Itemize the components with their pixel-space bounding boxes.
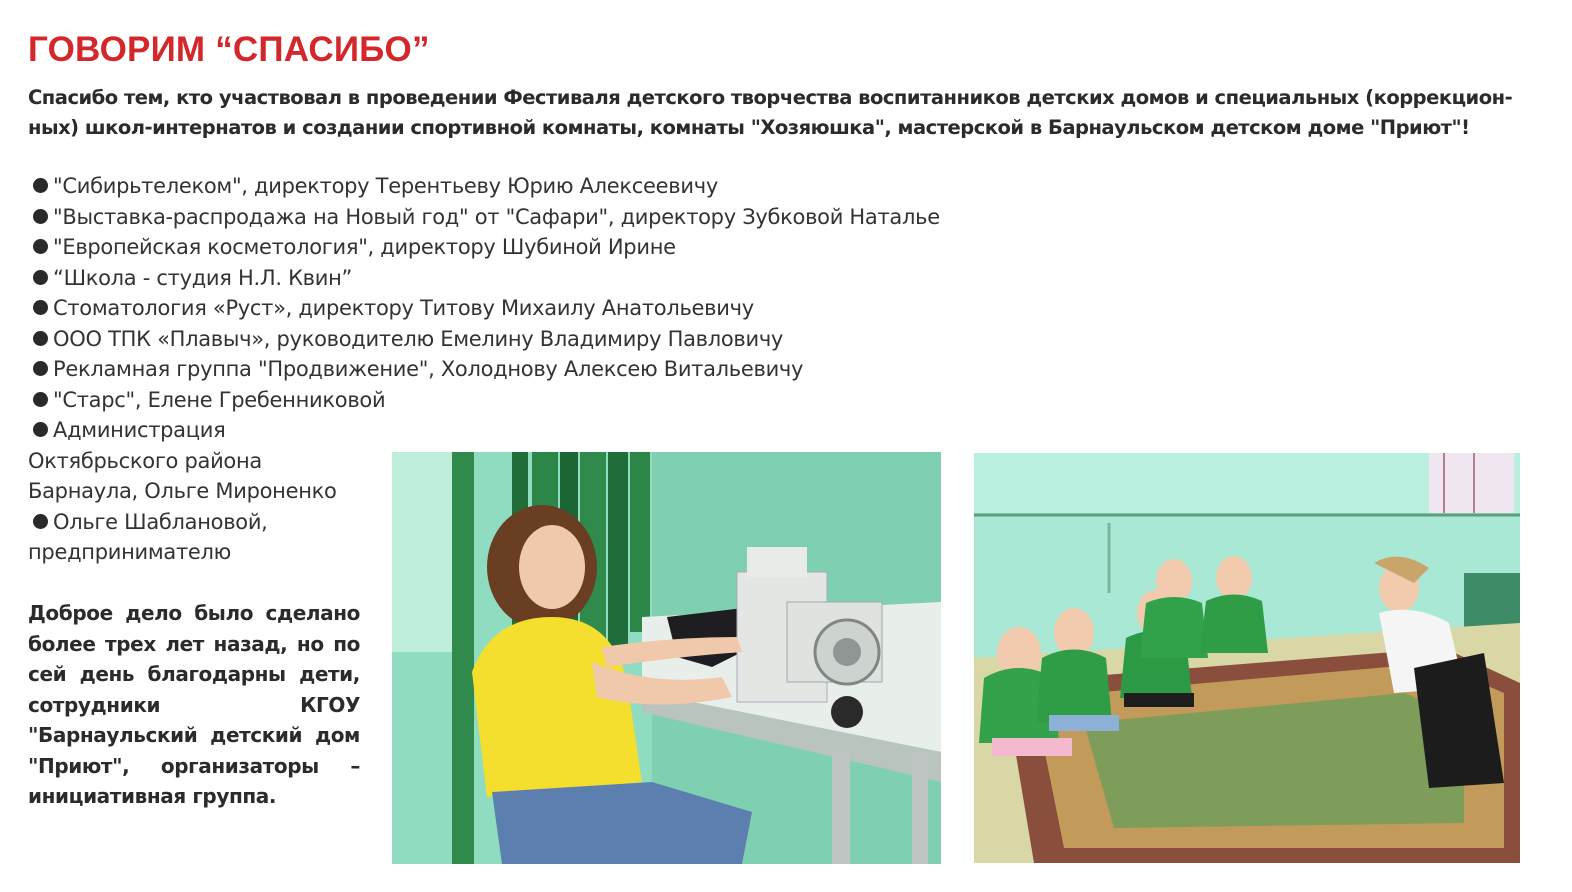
bullet-icon bbox=[33, 300, 48, 315]
bullet-icon bbox=[33, 270, 48, 285]
list-item-text: Рекламная группа "Продвижение", Холоднову Алексею Витальевичу bbox=[53, 357, 804, 381]
list-item bbox=[28, 202, 948, 233]
list-item bbox=[28, 171, 948, 202]
bullet-icon bbox=[33, 361, 48, 376]
page-title: ГОВОРИМ “СПАСИБО” bbox=[28, 30, 430, 69]
list-item bbox=[28, 507, 363, 568]
list-item-text: Ольге Шаблановой, предпринимателю bbox=[28, 509, 268, 564]
list-item bbox=[28, 354, 948, 385]
list-item-text: Стоматология «Руст», директору Титову Михаилу Анатольевичу bbox=[53, 296, 754, 320]
bullet-icon bbox=[33, 422, 48, 437]
list-item bbox=[28, 232, 948, 263]
bullet-icon bbox=[33, 392, 48, 407]
list-item bbox=[28, 293, 948, 324]
bullet-icon bbox=[33, 178, 48, 193]
list-item bbox=[28, 385, 948, 416]
list-item-text: "Сибирьтелеком", директору Терентьеву Юрию Алексеевичу bbox=[53, 174, 718, 198]
sports-room-photo bbox=[974, 453, 1520, 863]
sports-room-illustration bbox=[974, 453, 1520, 863]
bullet-icon bbox=[33, 514, 48, 529]
list-item bbox=[28, 415, 363, 507]
bullet-icon bbox=[33, 209, 48, 224]
sewing-workshop-illustration bbox=[392, 452, 941, 864]
intro-paragraph: Спасибо тем, кто участвовал в проведении Фестиваля детского творчества воспитанников детских домов и специальных (коррекцион-ных) школ-интернатов и создании спортивной комнаты, комнаты "Хозяюшка", мастерской в Барнаульском детском доме "Приют"! bbox=[28, 86, 1513, 139]
list-item bbox=[28, 324, 948, 355]
bullet-icon bbox=[33, 239, 48, 254]
bullet-icon bbox=[33, 331, 48, 346]
list-item-text: Администрация Октябрьского района Барнаула, Ольге Мироненко bbox=[28, 418, 337, 503]
sewing-workshop-photo bbox=[392, 452, 941, 864]
list-item bbox=[28, 263, 948, 294]
list-item-text: "Старс", Елене Гребенниковой bbox=[53, 387, 386, 412]
list-item-text: "Европейская косметология", директору Шубиной Ирине bbox=[53, 235, 676, 259]
list-item-text: “Школа - студия Н.Л. Квин” bbox=[53, 265, 353, 290]
closing-paragraph: Доброе дело было сделано более трех лет назад, но по сей день благодарны дети, сотрудники КГОУ "Барнаульский детский дом "Приют", организаторы – инициативная группа. bbox=[28, 601, 360, 808]
list-item-text: ООО ТПК «Плавыч», руководителю Емелину Владимиру Павловичу bbox=[53, 326, 784, 351]
list-item-text: "Выставка-распродажа на Новый год" от "Сафари", директору Зубковой Наталье bbox=[53, 204, 940, 229]
